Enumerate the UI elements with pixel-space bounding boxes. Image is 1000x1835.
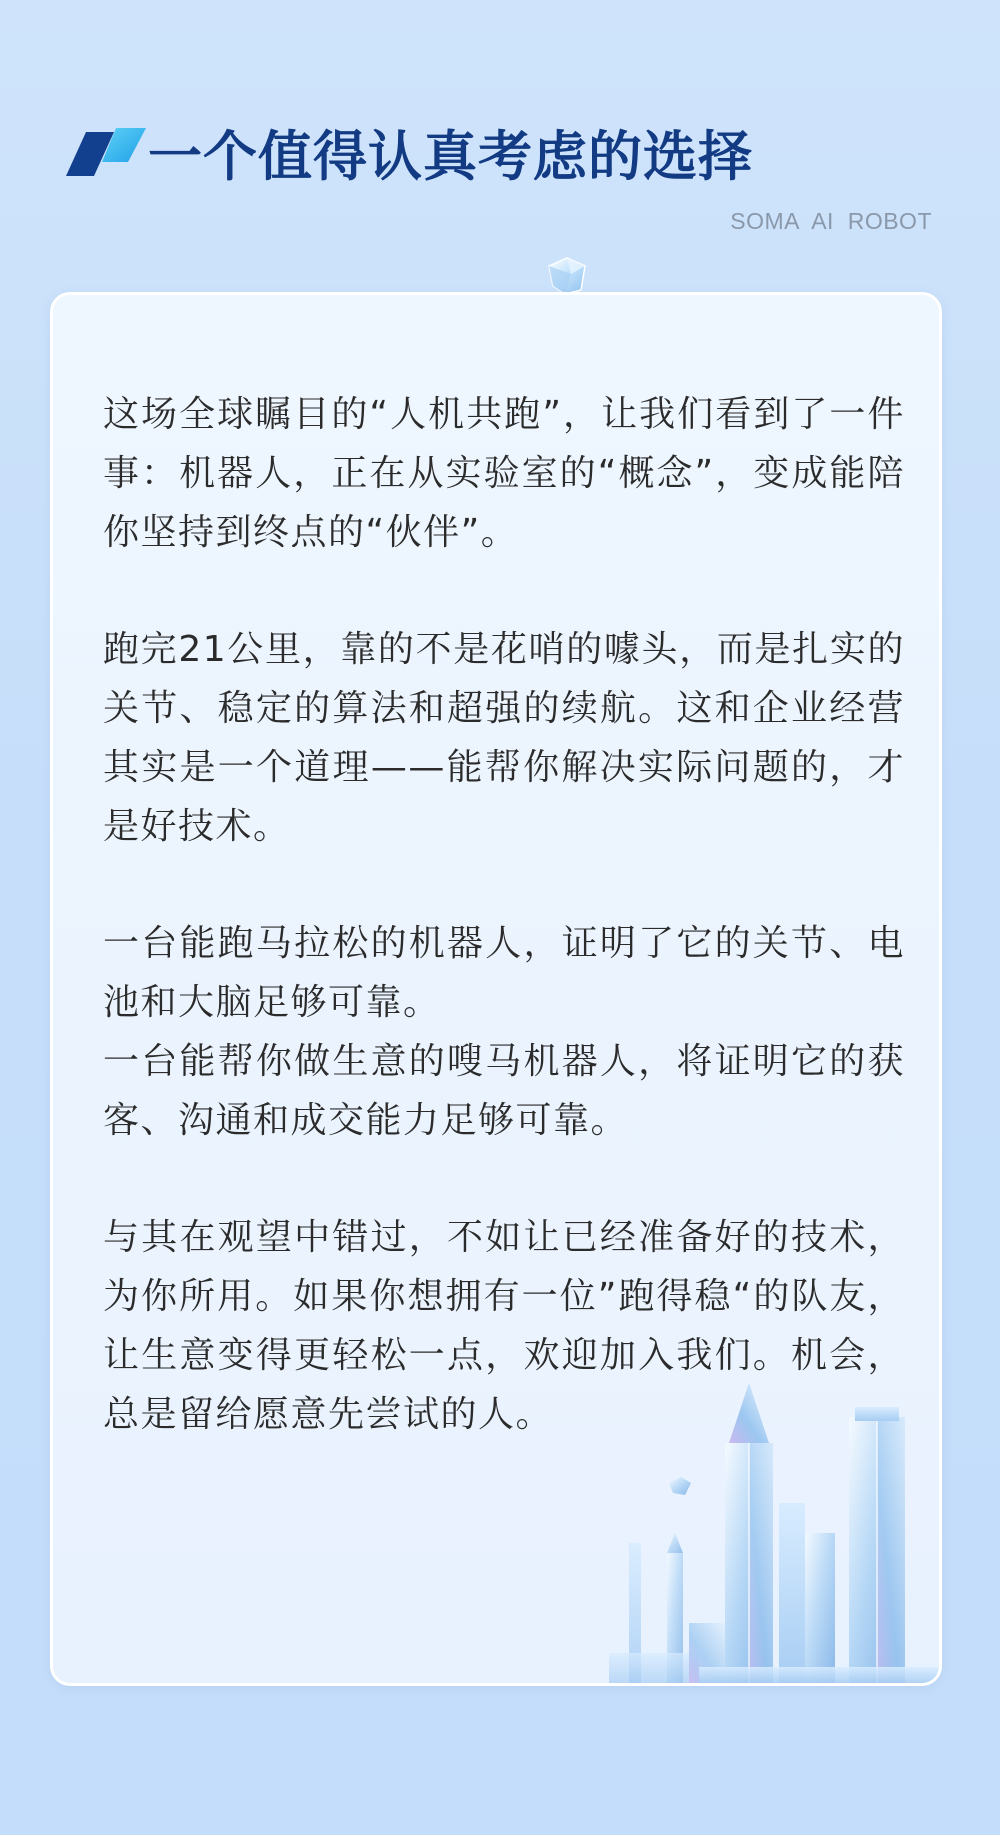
brand-tag: SOMA AI ROBOT	[730, 208, 932, 234]
card-body	[103, 385, 905, 1502]
content-card	[50, 292, 942, 1686]
paragraph-line: 跑完21公里，靠的不是花哨的噱头，而是扎实的关节、稳定的算法和超强的续航。这和企业经营其实是一个道理——能帮你解决实际问题的，才是好技术。	[103, 629, 905, 847]
page-header	[0, 0, 1000, 260]
glass-city-skyline-illustration	[599, 1383, 939, 1683]
crystal-gem-icon	[545, 256, 587, 296]
parallelogram-mark-icon	[66, 128, 148, 180]
paragraph-intro	[103, 385, 905, 562]
paragraph-reliability	[103, 620, 905, 856]
paragraph-line: 与其在观望中错过，不如让已经准备好的技术，为你所用。如果你想拥有一位”跑得稳“的队友，让生意变得更轻松一点，欢迎加入我们。机会，总是留给愿意先尝试的人。	[103, 1217, 905, 1435]
paragraph-line: 这场全球瞩目的“人机共跑”，让我们看到了一件事：机器人，正在从实验室的“概念”，变成能陪你坚持到终点的“伙伴”。	[103, 394, 905, 553]
page-title: 一个值得认真考虑的选择	[148, 125, 753, 188]
paragraph-line: 一台能帮你做生意的嗖马机器人，将证明它的获客、沟通和成交能力足够可靠。	[103, 1041, 905, 1141]
paragraph-line: 一台能跑马拉松的机器人，证明了它的关节、电池和大脑足够可靠。	[103, 923, 905, 1023]
paragraph-comparison	[103, 914, 905, 1150]
